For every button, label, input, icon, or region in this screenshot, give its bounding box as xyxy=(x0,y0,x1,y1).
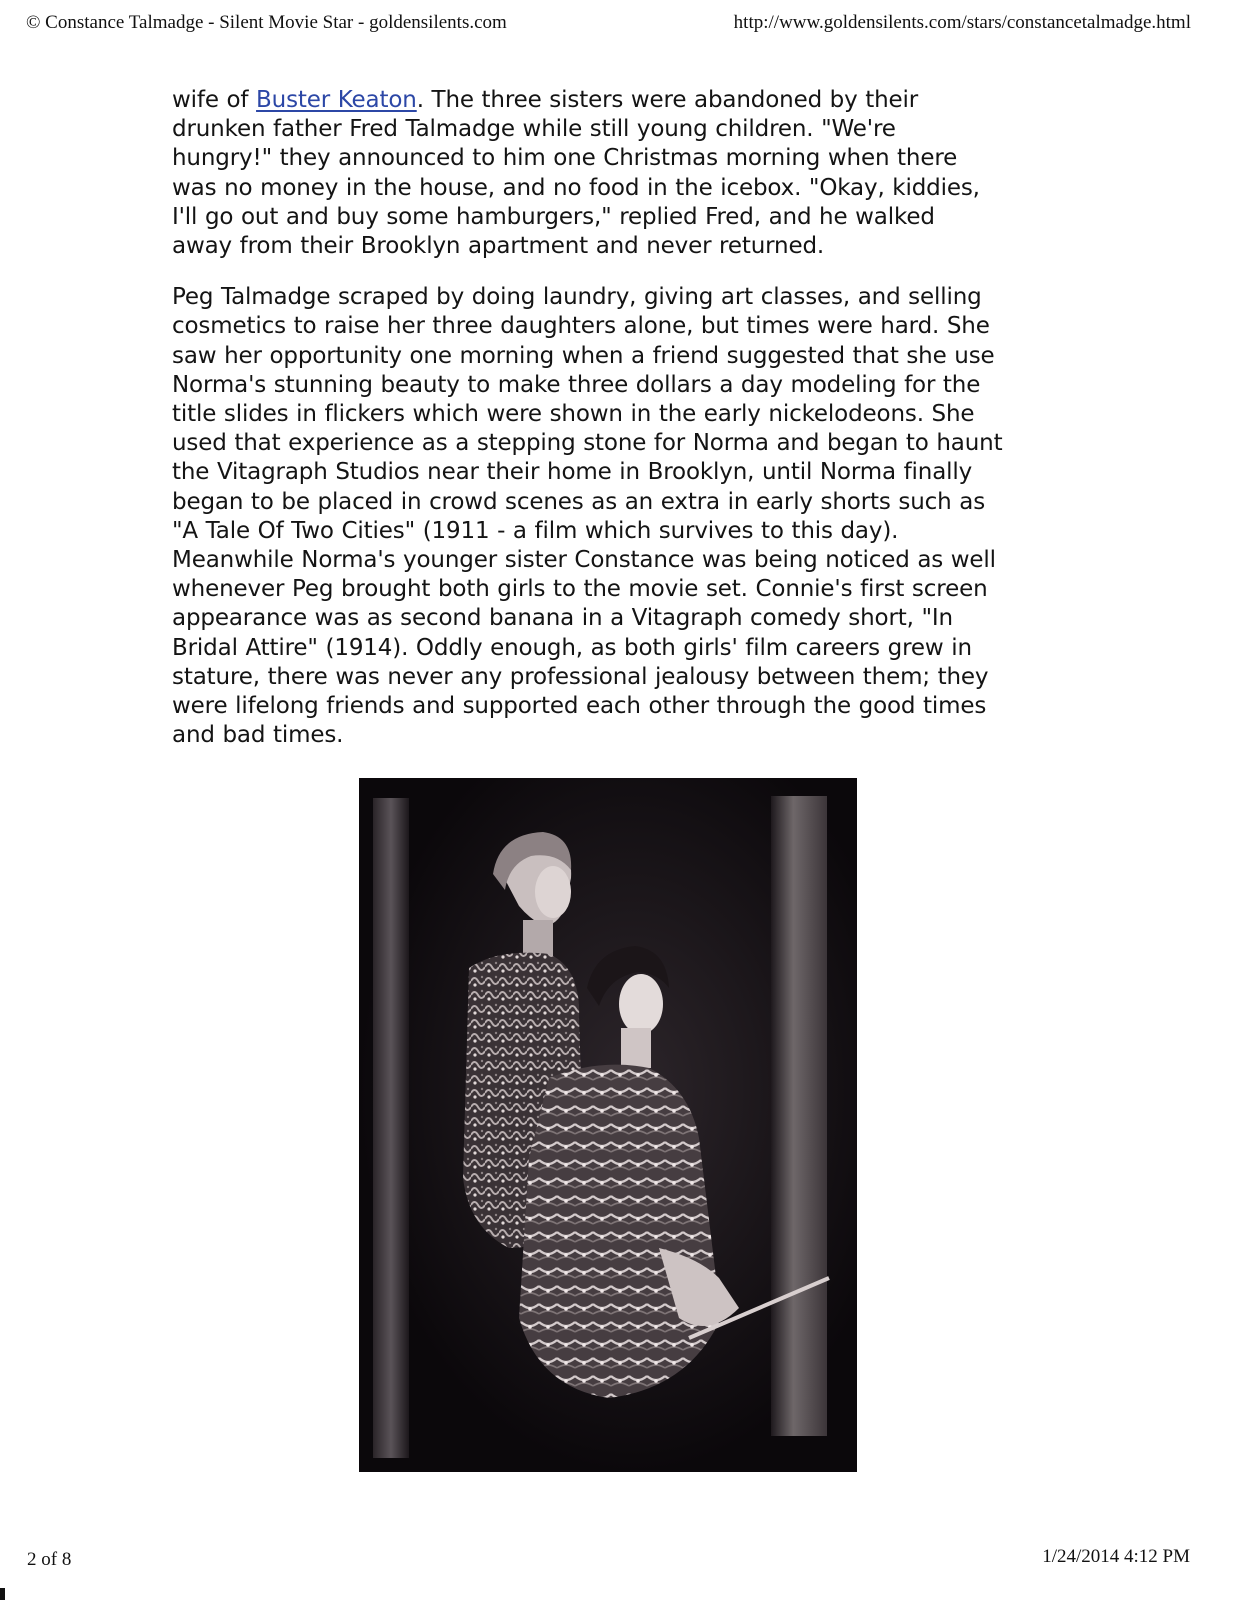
print-page-number: 2 of 8 xyxy=(27,1549,72,1570)
paragraph-line: stature, there was never any professional jealousy between them; they xyxy=(172,663,989,690)
paragraph-line: drunken father Fred Talmadge while still young children. "We're xyxy=(172,116,896,143)
scan-edge-mark xyxy=(0,1588,5,1600)
paragraph-abandonment xyxy=(172,86,1052,261)
paragraph-line: were lifelong friends and supported each other through the good times xyxy=(172,693,987,720)
print-header-title: © Constance Talmadge - Silent Movie Star - goldensilents.com xyxy=(26,12,507,33)
paragraph-line xyxy=(172,86,1052,115)
buster-keaton-link[interactable]: Buster Keaton xyxy=(256,87,417,113)
paragraph-line: saw her opportunity one morning when a friend suggested that she use xyxy=(172,342,995,369)
paragraph-line: began to be placed in crowd scenes as an extra in early shorts such as xyxy=(172,488,986,515)
article-body xyxy=(172,86,1052,772)
paragraph-line: was no money in the house, and no food in the icebox. "Okay, kiddies, xyxy=(172,174,980,201)
paragraph-early-career xyxy=(172,283,1052,750)
paragraph-line: "A Tale Of Two Cities" (1911 - a film which survives to this day). xyxy=(172,517,899,544)
paragraph-line: title slides in flickers which were shown in the early nickelodeons. She xyxy=(172,401,975,428)
paragraph-line: Bridal Attire" (1914). Oddly enough, as both girls' film careers grew in xyxy=(172,634,972,661)
paragraph-line: Norma's stunning beauty to make three dollars a day modeling for the xyxy=(172,371,981,398)
paragraph-line: hungry!" they announced to him one Christmas morning when there xyxy=(172,145,958,172)
talmadge-sisters-photo xyxy=(359,778,857,1472)
paragraph-line: and bad times. xyxy=(172,722,344,749)
paragraph-line: I'll go out and buy some hamburgers," replied Fred, and he walked xyxy=(172,203,935,230)
paragraph-line: the Vitagraph Studios near their home in Brooklyn, until Norma finally xyxy=(172,459,973,486)
print-timestamp: 1/24/2014 4:12 PM xyxy=(1042,1546,1190,1567)
door-frame-left xyxy=(373,798,409,1458)
line-prefix: wife of xyxy=(172,87,257,113)
paragraph-line: whenever Peg brought both girls to the movie set. Connie's first screen xyxy=(172,576,988,603)
photo-illustration xyxy=(359,778,857,1472)
paragraph-line: cosmetics to raise her three daughters alone, but times were hard. She xyxy=(172,313,990,340)
paragraph-line: Peg Talmadge scraped by doing laundry, giving art classes, and selling xyxy=(172,284,982,311)
paragraph-line: used that experience as a stepping stone for Norma and began to haunt xyxy=(172,430,1003,457)
print-header-url: http://www.goldensilents.com/stars/constancetalmadge.html xyxy=(733,12,1191,33)
line-suffix: . The three sisters were abandoned by their xyxy=(416,87,919,113)
paragraph-line: appearance was as second banana in a Vitagraph comedy short, "In xyxy=(172,605,953,632)
door-frame-right xyxy=(771,796,827,1436)
paragraph-line: away from their Brooklyn apartment and never returned. xyxy=(172,233,825,260)
paragraph-line: Meanwhile Norma's younger sister Constance was being noticed as well xyxy=(172,547,996,574)
